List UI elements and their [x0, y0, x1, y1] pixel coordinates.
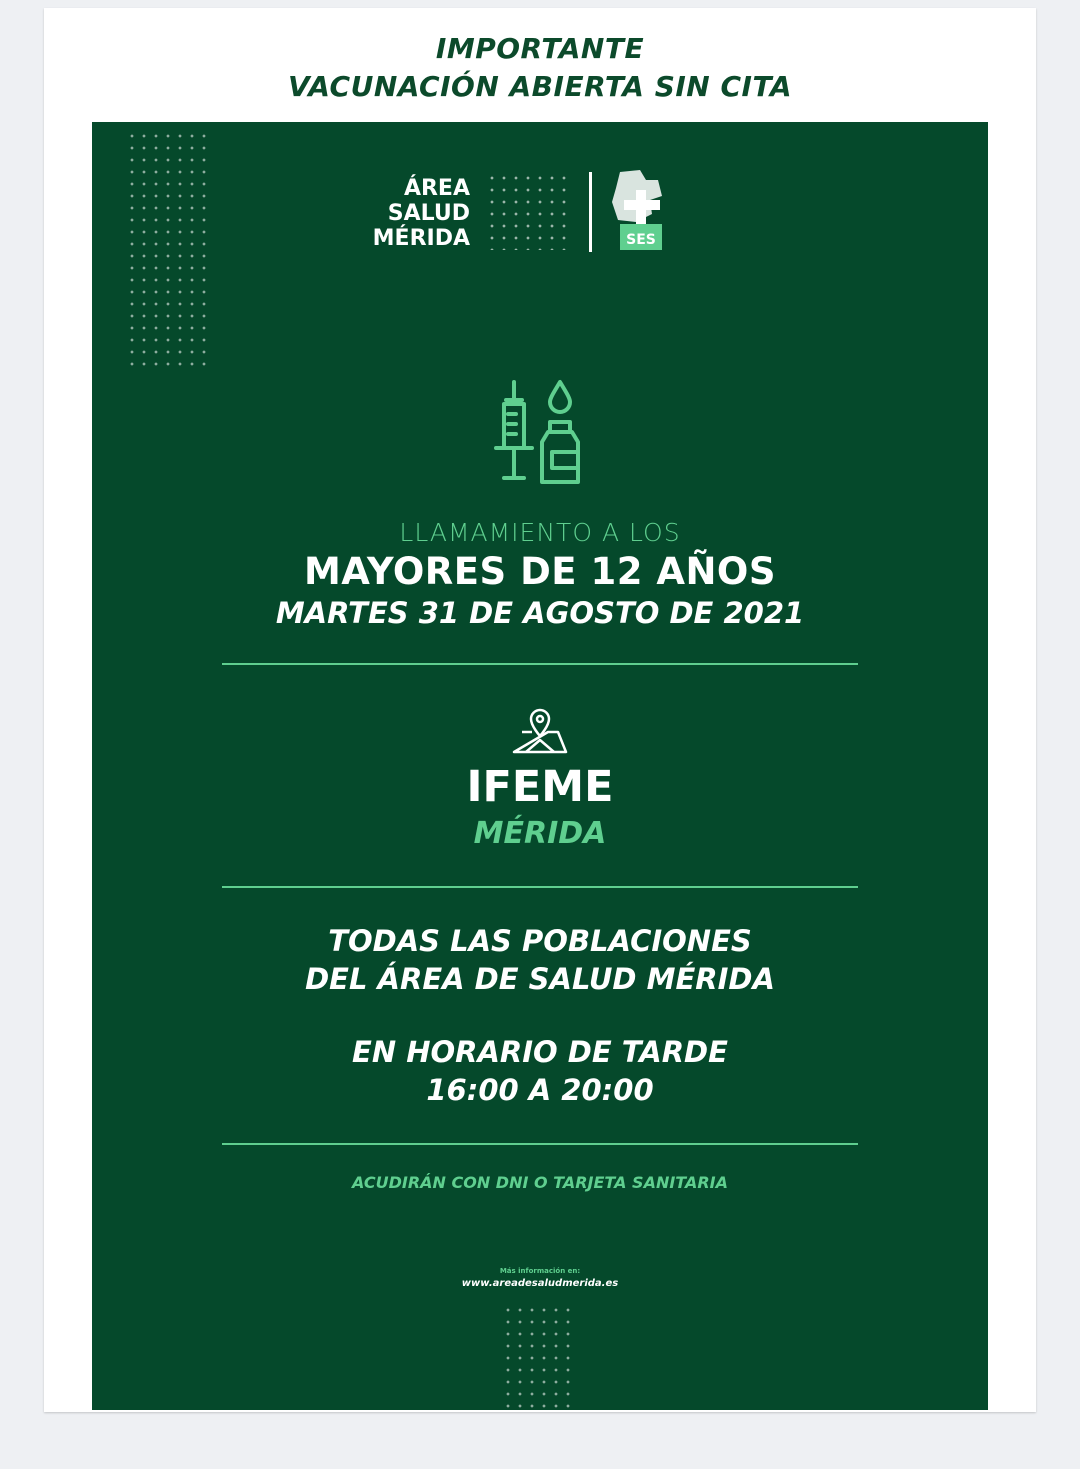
appeal-age-group: MAYORES DE 12 AÑOS [303, 550, 777, 593]
section-divider-2 [222, 886, 858, 888]
more-info-label: Más información en: [499, 1267, 581, 1275]
venue-city: MÉRIDA [473, 816, 607, 851]
coverage-line-2: DEL ÁREA DE SALUD MÉRIDA [305, 962, 775, 996]
schedule-line-1: EN HORARIO DE TARDE [352, 1035, 728, 1069]
syringe-vial-icon [494, 378, 586, 488]
venue-name: IFEME [466, 762, 614, 812]
logo-line-1: ÁREA [403, 176, 470, 201]
logo-divider [589, 172, 592, 252]
website-link[interactable]: www.areadesaludmerida.es [461, 1278, 619, 1289]
schedule-hours: 16:00 A 20:00 [426, 1073, 654, 1107]
id-requirement-note: ACUDIRÁN CON DNI O TARJETA SANITARIA [351, 1173, 729, 1192]
ses-badge-text: SES [626, 232, 656, 248]
logo-line-2: SALUD [387, 201, 470, 226]
appeal-date: MARTES 31 DE AGOSTO DE 2021 [275, 596, 805, 630]
ses-logo-icon [606, 166, 670, 254]
coverage-line-1: TODAS LAS POBLACIONES [328, 924, 752, 958]
area-salud-logo [360, 176, 470, 251]
appeal-call: LLAMAMIENTO A LOS [399, 518, 681, 547]
vaccination-poster [92, 122, 988, 1410]
logo-dot-pattern [486, 172, 566, 250]
header-line-2: VACUNACIÓN ABIERTA SIN CITA [287, 70, 793, 103]
decorative-dot-grid [126, 130, 206, 374]
header-line-1: IMPORTANTE [435, 32, 645, 65]
logo-line-3: MÉRIDA [372, 226, 470, 251]
footer-dot-pattern [502, 1304, 578, 1408]
section-divider-1 [222, 663, 858, 665]
map-pin-icon [512, 708, 568, 754]
section-divider-3 [222, 1143, 858, 1145]
